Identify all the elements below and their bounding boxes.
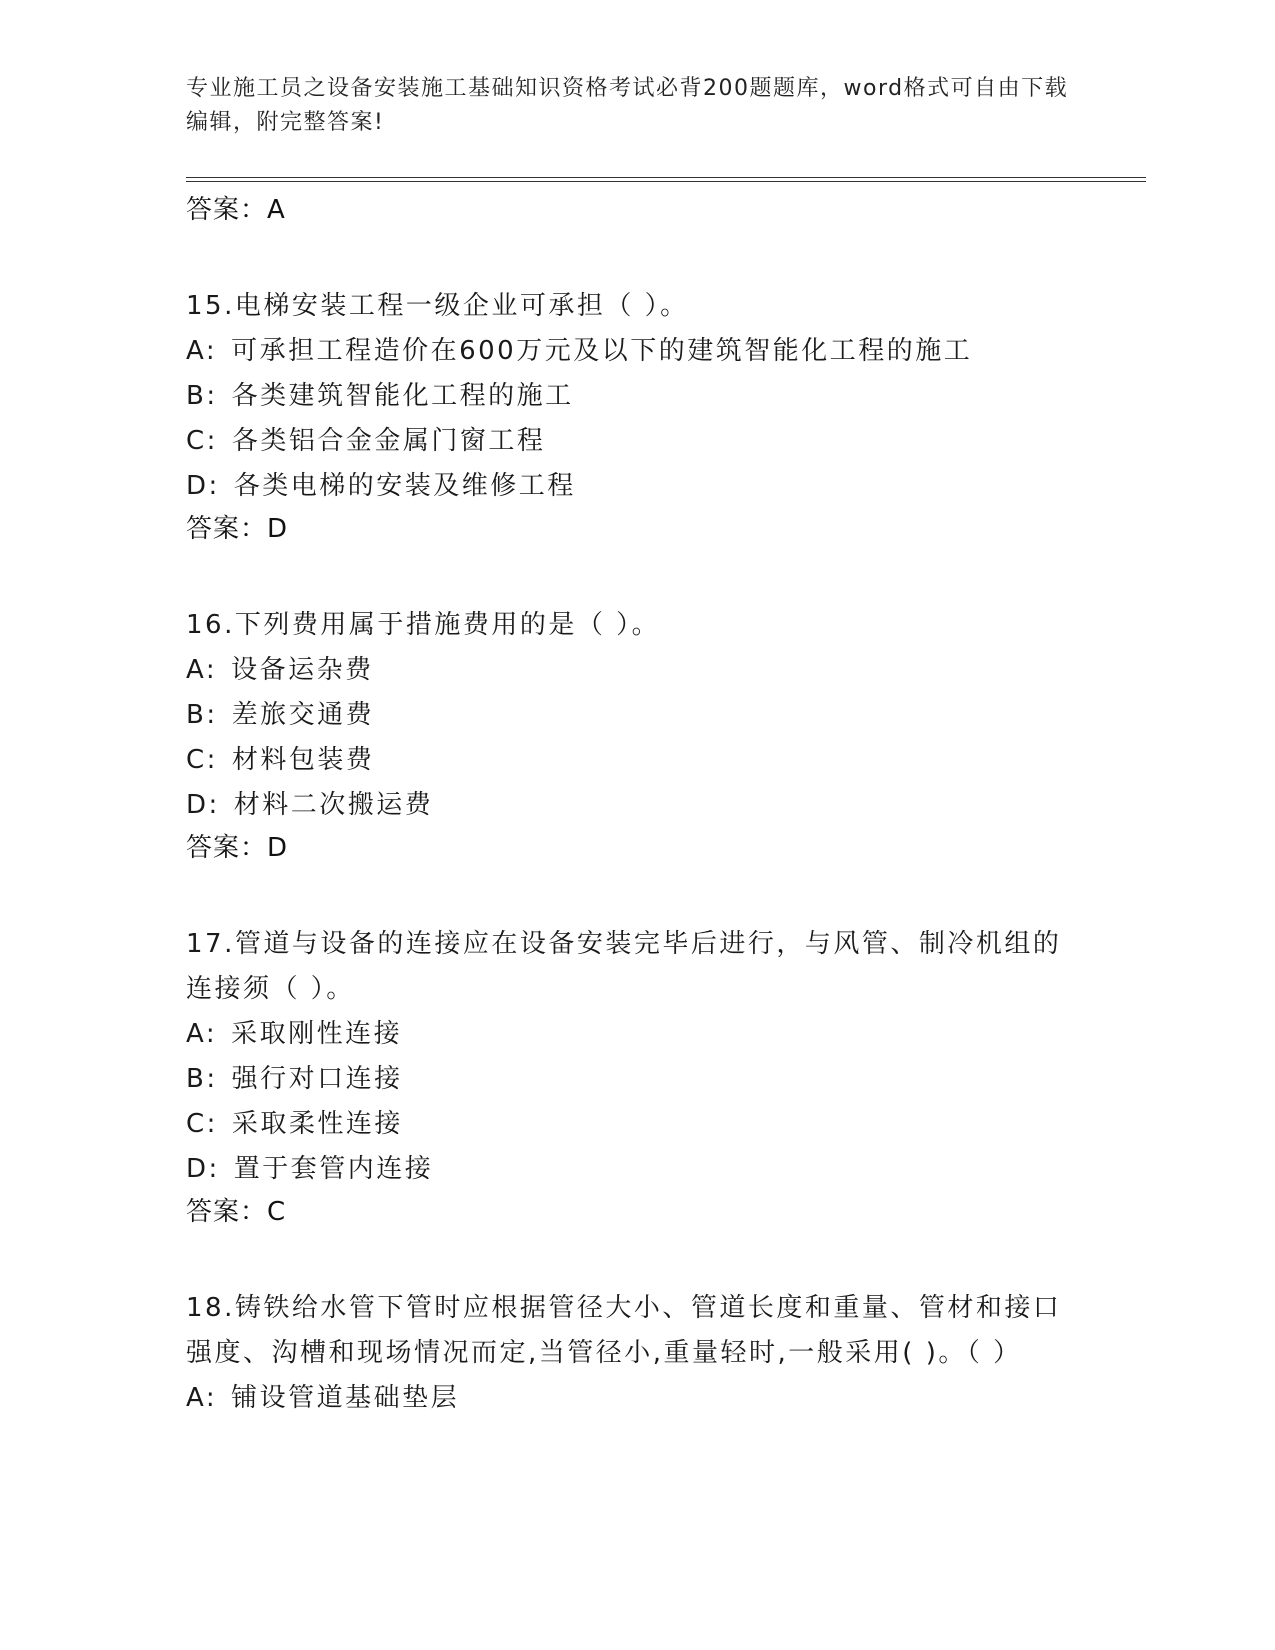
option-c	[186, 419, 1086, 464]
page-header-title: 专业施工员之设备安装施工基础知识资格考试必背200题题库，word格式可自由下载编辑，附完整答案!	[186, 76, 1069, 135]
option-text: 铺设管道基础垫层	[231, 1383, 460, 1413]
header-divider-second	[186, 181, 1146, 182]
option-d	[186, 1147, 1086, 1192]
option-b	[186, 1057, 1086, 1102]
answer-line: 答案：A	[186, 195, 286, 225]
option-letter: D:	[186, 471, 220, 501]
option-letter: B:	[186, 381, 218, 411]
option-text: 各类建筑智能化工程的施工	[231, 381, 574, 411]
option-letter: A:	[186, 655, 218, 685]
option-text: 强行对口连接	[231, 1064, 403, 1094]
option-letter: B:	[186, 700, 218, 730]
option-a	[186, 1012, 1086, 1057]
option-text: 各类铝合金金属门窗工程	[231, 426, 546, 456]
question-block	[186, 1286, 1086, 1421]
option-c	[186, 738, 1086, 783]
option-text: 材料二次搬运费	[233, 790, 434, 820]
option-letter: A:	[186, 1383, 218, 1413]
option-text: 设备运杂费	[231, 655, 374, 685]
option-letter: A:	[186, 1019, 218, 1049]
option-a	[186, 1376, 1086, 1421]
answer-line: 答案：D	[186, 833, 289, 863]
option-letter: C:	[186, 1109, 218, 1139]
option-text: 采取柔性连接	[231, 1109, 403, 1139]
question-stem: 15.电梯安装工程一级企业可承担（ ）。	[186, 291, 689, 321]
option-b	[186, 374, 1086, 419]
option-b	[186, 693, 1086, 738]
option-letter: C:	[186, 426, 218, 456]
answer-line: 答案：D	[186, 514, 289, 544]
option-a	[186, 648, 1086, 693]
option-c	[186, 1102, 1086, 1147]
option-letter: A:	[186, 336, 218, 366]
document-body	[186, 190, 1086, 1421]
option-text: 材料包装费	[231, 745, 375, 775]
option-text: 可承担工程造价在600万元及以下的建筑智能化工程的施工	[231, 336, 973, 366]
option-text: 各类电梯的安装及维修工程	[233, 471, 576, 501]
option-letter: D:	[186, 790, 220, 820]
question-block	[186, 603, 1086, 868]
question-stem: 18.铸铁给水管下管时应根据管径大小、管道长度和重量、管材和接口强度、沟槽和现场情况而定,当管径小,重量轻时,一般采用( )。（ ）	[186, 1293, 1062, 1368]
option-a	[186, 329, 1086, 374]
header-divider	[186, 177, 1146, 178]
question-stem: 17.管道与设备的连接应在设备安装完毕后进行，与风管、制冷机组的连接须（ ）。	[186, 929, 1062, 1004]
option-letter: B:	[186, 1064, 218, 1094]
question-stem: 16.下列费用属于措施费用的是（ ）。	[186, 610, 661, 640]
answer-line: 答案：C	[186, 1197, 287, 1227]
option-d	[186, 464, 1086, 509]
option-text: 置于套管内连接	[233, 1154, 434, 1184]
question-block	[186, 922, 1086, 1232]
option-d	[186, 783, 1086, 828]
option-letter: C:	[186, 745, 218, 775]
option-letter: D:	[186, 1154, 220, 1184]
option-text: 采取刚性连接	[231, 1019, 403, 1049]
option-text: 差旅交通费	[231, 700, 375, 730]
question-block	[186, 284, 1086, 549]
